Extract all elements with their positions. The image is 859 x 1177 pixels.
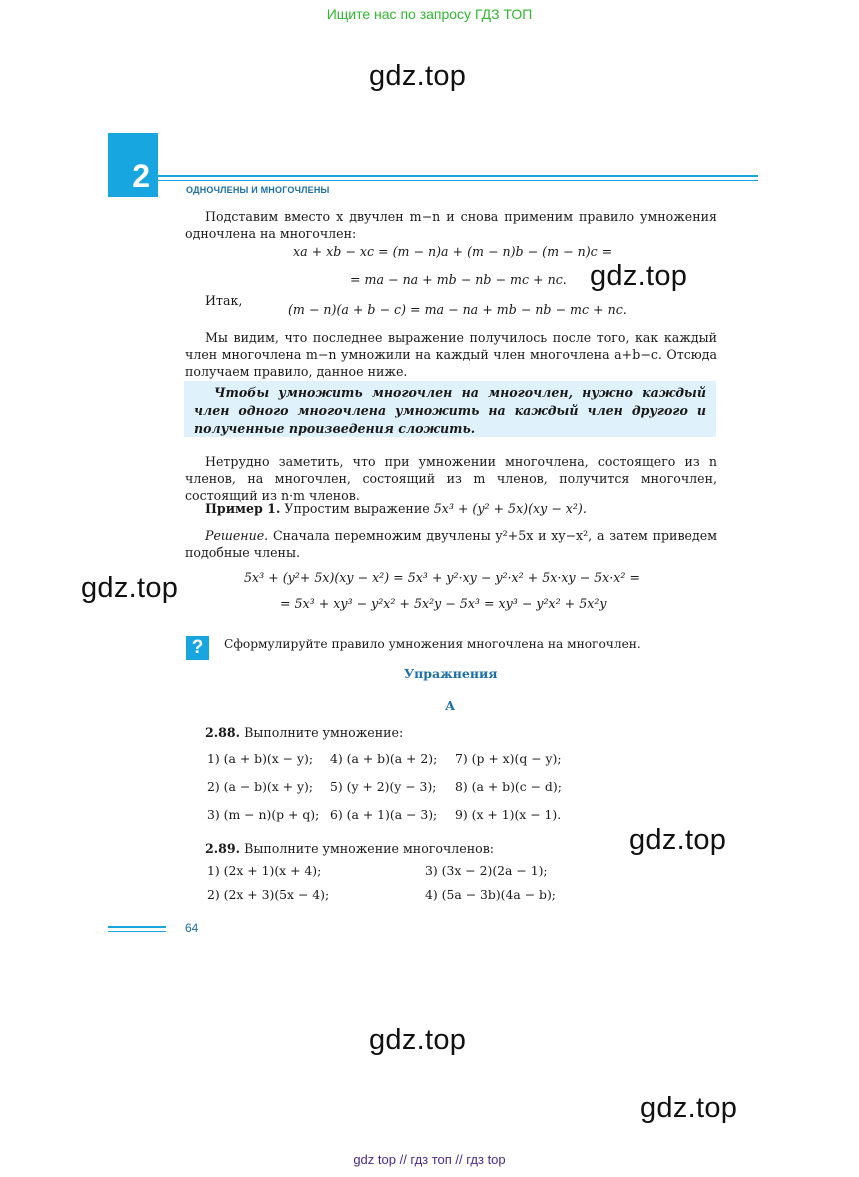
- watermark: gdz.top: [369, 60, 467, 92]
- chapter-number-badge: 2: [108, 133, 158, 197]
- rule-callout: [184, 381, 716, 437]
- exercise-item: 6) (a + 1)(a − 3);: [330, 807, 438, 822]
- watermark: gdz.top: [369, 1024, 467, 1056]
- page-rule-line: [108, 931, 166, 932]
- example-text: Упростим выражение: [284, 501, 430, 516]
- watermark: gdz.top: [640, 1092, 738, 1124]
- question-text: Сформулируйте правило умножения многочлена на многочлен.: [224, 637, 641, 651]
- exercise-item: 3) (3x − 2)(2a − 1);: [425, 863, 548, 878]
- question-icon: ?: [186, 636, 209, 660]
- exercise-item: 4) (5a − 3b)(4a − b);: [425, 887, 556, 902]
- exercise-item: 5) (y + 2)(y − 3);: [330, 779, 437, 794]
- exercise-item: 1) (a + b)(x − y);: [207, 751, 313, 766]
- page-rule-line: [108, 926, 166, 928]
- exercise-item: 3) (m − n)(p + q);: [207, 807, 320, 822]
- exercise-2-88-header: [205, 724, 403, 741]
- formula-line: xa + xb − xc = (m − n)a + (m − n)b − (m − n)c =: [293, 244, 613, 259]
- example-line: [205, 500, 587, 517]
- solution-label: Решение.: [205, 528, 269, 543]
- exercises-heading: Упражнения: [404, 666, 498, 681]
- example-expression: 5x³ + (y² + 5x)(xy − x²).: [433, 501, 587, 516]
- exercise-item: 8) (a + b)(c − d);: [455, 779, 562, 794]
- exercise-item: 2) (2x + 3)(5x − 4);: [207, 887, 330, 902]
- exercise-item: 4) (a + b)(a + 2);: [330, 751, 438, 766]
- page-number: 64: [185, 921, 199, 935]
- chapter-rule-line: [158, 175, 758, 177]
- watermark: gdz.top: [81, 572, 179, 604]
- formula-line: = ma − na + mb − nb − mc + nc.: [350, 272, 567, 287]
- exercise-item: 2) (a − b)(x + y);: [207, 779, 313, 794]
- exercise-number: 2.89.: [205, 841, 241, 856]
- exercise-number: 2.88.: [205, 725, 241, 740]
- formula-line: 5x³ + (y²+ 5x)(xy − x²) = 5x³ + y²·xy − y²·x² + 5x·xy − 5x·x² =: [244, 570, 640, 585]
- exercise-task: Выполните умножение:: [244, 725, 404, 740]
- formula-line: = 5x³ + xy³ − y²x² + 5x²y − 5x³ = xy³ − y²x² + 5x²y: [280, 596, 607, 611]
- paragraph: Мы видим, что последнее выражение получилось после того, как каждый член многочлена m−n умножили на каждый член многочлена a+b−c. Отсюда получаем правило, данное ниже.: [185, 330, 717, 379]
- difficulty-level: А: [445, 698, 456, 713]
- solution-text: Сначала перемножим двучлены y²+5x и xy−x², а затем приведем подобные члены.: [185, 528, 717, 560]
- chapter-rule-line: [158, 180, 758, 181]
- exercise-item: 1) (2x + 1)(x + 4);: [207, 863, 322, 878]
- formula-line: (m − n)(a + b − c) = ma − na + mb − nb − mc + nc.: [288, 302, 627, 317]
- watermark: gdz.top: [590, 260, 688, 292]
- intro-paragraph: Подставим вместо x двучлен m−n и снова применим правило умножения одночлена на многочлен:: [185, 209, 717, 241]
- exercise-2-89-header: [205, 840, 494, 857]
- example-label: Пример 1.: [205, 501, 281, 516]
- search-banner: Ищите нас по запросу ГДЗ ТОП: [326, 6, 533, 22]
- watermark: gdz.top: [629, 824, 727, 856]
- exercise-task: Выполните умножение многочленов:: [244, 841, 495, 856]
- exercise-item: 9) (x + 1)(x − 1).: [455, 807, 562, 822]
- exercise-item: 7) (p + x)(q − y);: [455, 751, 562, 766]
- rule-text: Чтобы умножить многочлен на многочлен, нужно каждый член одного многочлена умножить на каждый член другого и полученные произведения сложить.: [194, 385, 706, 436]
- solution-paragraph: [185, 527, 717, 561]
- paragraph: Нетрудно заметить, что при умножении многочлена, состоящего из n членов, на многочлен, состоящий из m членов, получится многочлен, состоящий из n·m членов.: [185, 454, 717, 503]
- footer-links[interactable]: gdz top // гдз топ // гдз top: [353, 1152, 506, 1167]
- chapter-title: ОДНОЧЛЕНЫ И МНОГОЧЛЕНЫ: [186, 185, 330, 195]
- itak-label: Итак,: [205, 293, 243, 308]
